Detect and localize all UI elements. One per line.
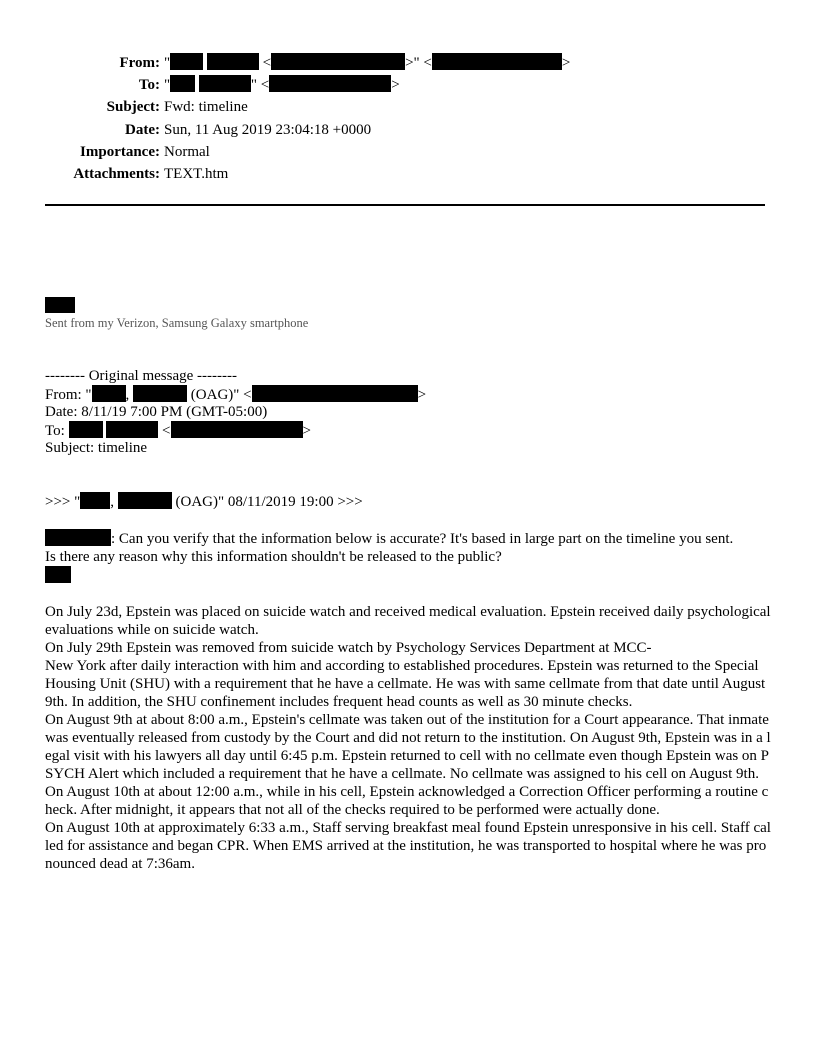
quote-mark: ": [164, 55, 171, 71]
quote-mark: ": [164, 77, 171, 94]
angle-open: <: [162, 423, 171, 439]
redaction-box: [171, 421, 303, 438]
redaction-box: [80, 492, 110, 509]
header-subject-row: [0, 96, 816, 118]
header-from-row: [0, 52, 816, 74]
comma: ,: [125, 387, 130, 403]
from-value: [160, 52, 570, 74]
angle-close-quote: >" <: [405, 55, 432, 71]
forward-line: [45, 492, 363, 511]
redaction-box: [170, 53, 203, 70]
sent-from-signature: Sent from my Verizon, Samsung Galaxy smartphone: [45, 316, 309, 330]
to-label: To:: [138, 77, 160, 94]
subject-value: Fwd: timeline: [164, 99, 248, 116]
original-divider: -------- Original message --------: [45, 368, 237, 384]
message-body: [45, 529, 771, 873]
redaction-box: [269, 75, 391, 92]
original-from-prefix: From: ": [45, 387, 92, 403]
question-verify: [45, 529, 771, 548]
original-date-line: Date: 8/11/19 7:00 PM (GMT-05:00): [45, 404, 268, 420]
paragraph-july-29-b: New York after daily interaction with him and according to established procedures. Epstein was returned to the Special Housing Unit (SHU) with a requirement that he have a cellmate. He was with same cellmate from that date until August 9th. In addition, the SHU confinement includes frequent head counts as well as 30 minute checks.: [45, 658, 766, 710]
paragraph-august-10-morning: On August 10th at approximately 6:33 a.m., Staff serving breakfast meal found Epstein unresponsive in his cell. Staff called for assistance and began CPR. When EMS arrived at the institution, he was transported to hospital where he was pronounced dead at 7:36am.: [45, 820, 771, 872]
attachments-value: TEXT.htm: [164, 165, 229, 182]
date-value: Sun, 11 Aug 2019 23:04:18 +0000: [164, 121, 372, 138]
angle-close: >: [417, 387, 427, 403]
redaction-box: [69, 421, 103, 438]
angle-close: >: [561, 55, 571, 71]
redaction-box: [106, 421, 158, 438]
original-from-line: [45, 385, 775, 403]
redaction-box: [133, 385, 187, 402]
redacted-name-line: [45, 566, 771, 585]
angle-open: <: [262, 55, 272, 71]
question-verify-text: : Can you verify that the information below is accurate? It's based in large part on the timeline you sent.: [111, 531, 734, 547]
forward-suffix: (OAG)" 08/11/2019 19:00 >>>: [175, 494, 363, 510]
redaction-box: [45, 566, 71, 583]
angle-close: >: [302, 423, 311, 439]
redaction-box: [432, 53, 562, 70]
redaction-box: [170, 75, 195, 92]
angle-open: " <: [250, 77, 270, 94]
paragraph-july-29-a: On July 29th Epstein was removed from suicide watch by Psychology Services Department at MCC-: [45, 640, 652, 656]
redaction-box: [199, 75, 251, 92]
original-to-prefix: To:: [45, 423, 65, 439]
date-label: Date:: [125, 121, 160, 138]
header-divider: [45, 204, 765, 206]
header-date-row: [0, 119, 816, 141]
email-header: [0, 52, 816, 185]
importance-value: Normal: [164, 143, 210, 160]
importance-label: Importance:: [80, 143, 160, 160]
angle-close: >: [391, 77, 400, 94]
redaction-box: [92, 385, 126, 402]
redaction-box: [118, 492, 172, 509]
question-release: Is there any reason why this information shouldn't be released to the public?: [45, 549, 502, 565]
paragraph-august-10-midnight: On August 10th at about 12:00 a.m., while in his cell, Epstein acknowledged a Correction Officer performing a routine check. After midnight, it appears that not all of the checks required to be performed were actually done.: [45, 784, 769, 818]
redaction-box: [252, 385, 418, 402]
subject-label: Subject:: [106, 99, 160, 116]
original-subject-line: Subject: timeline: [45, 440, 148, 456]
paragraph-july-23: On July 23d, Epstein was placed on suicide watch and received medical evaluation. Epstein received daily psychological evaluations while on suicide watch.: [45, 604, 771, 638]
to-value: [160, 74, 400, 96]
header-to-row: [0, 74, 816, 96]
original-from-oag: (OAG)" <: [190, 387, 252, 403]
redaction-box: [207, 53, 259, 70]
paragraph-august-9: On August 9th at about 8:00 a.m., Epstein's cellmate was taken out of the institution for a Court appearance. That inmate was eventually released from custody by the Court and did not return to the institution. On August 9th, Epstein was in a legal visit with his lawyers all day until 6:45 p.m. Epstein returned to cell with no cellmate even though Epstein was on PSYCH Alert which included a requirement that he have a cellmate. No cellmate was assigned to his cell on August 9th.: [45, 712, 771, 782]
from-label: From:: [119, 55, 160, 71]
header-importance-row: [0, 141, 816, 163]
redaction-box: [45, 529, 111, 546]
original-message-header: [45, 367, 775, 457]
redaction-box: [271, 53, 405, 70]
comma: ,: [110, 494, 115, 510]
paragraph-gap: [45, 585, 771, 603]
redaction-box: [45, 297, 75, 313]
header-attachments-row: [0, 163, 816, 185]
attachments-label: Attachments:: [73, 165, 160, 182]
original-to-line: [45, 421, 775, 439]
forward-prefix: >>> ": [45, 494, 81, 510]
